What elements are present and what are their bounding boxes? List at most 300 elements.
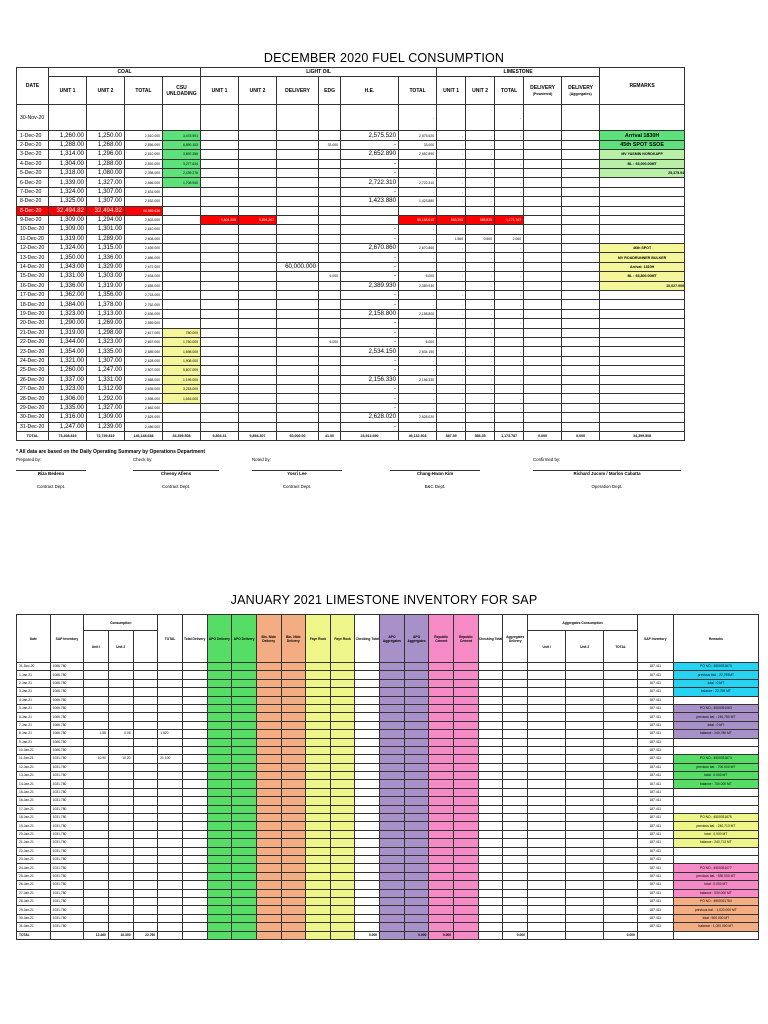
csu-unloading <box>163 197 201 206</box>
t2-header-aggregates-consumption: Aggregates Consumption <box>528 615 638 631</box>
cell <box>232 696 257 704</box>
header-ls-total: TOTAL <box>495 77 524 105</box>
cell <box>566 730 604 738</box>
cell <box>355 814 380 822</box>
unit1 <box>84 721 109 729</box>
cell <box>355 704 380 712</box>
cell <box>380 931 405 939</box>
cell <box>528 923 566 931</box>
lo-total: 55,168.610 <box>399 215 437 224</box>
table-row <box>17 864 759 872</box>
cell <box>355 847 380 855</box>
cell <box>454 763 479 771</box>
cell <box>404 881 429 889</box>
cell <box>566 788 604 796</box>
cell <box>478 931 503 939</box>
cell <box>133 839 158 847</box>
total-tot: 146,148.638 <box>125 431 163 440</box>
cell <box>330 855 355 863</box>
cell <box>604 704 638 712</box>
cell <box>604 805 638 813</box>
row-total <box>158 780 183 788</box>
cell <box>207 822 232 830</box>
cell <box>182 872 207 880</box>
lo-delivery <box>277 337 319 346</box>
delivery-aggregates <box>562 159 600 168</box>
row-date: 31-Jan-21 <box>17 923 51 931</box>
cell <box>604 847 638 855</box>
lo-total <box>399 206 437 215</box>
sap-inventory: 1031.780 <box>50 872 84 880</box>
cell <box>182 906 207 914</box>
lo-delivery <box>277 413 319 422</box>
row-date: 13-Jan-21 <box>17 772 51 780</box>
cell <box>330 864 355 872</box>
lo-unit1 <box>201 356 239 365</box>
coal-unit2: 1,378.00 <box>87 300 125 309</box>
lo-delivery <box>277 384 319 393</box>
edg <box>319 131 341 140</box>
unit2 <box>108 738 133 746</box>
cell <box>133 788 158 796</box>
lo-unit2 <box>239 253 277 262</box>
cell <box>503 755 528 763</box>
csu-unloading <box>163 105 201 131</box>
cell <box>232 872 257 880</box>
cell <box>232 746 257 754</box>
lo-total: 2,628.020 <box>399 413 437 422</box>
unit2 <box>108 663 133 671</box>
row-date: 8-Dec-20 <box>17 206 49 215</box>
delivery-aggregates <box>562 234 600 243</box>
agg-sap-inventory: 187.411 <box>637 906 673 914</box>
cell <box>528 839 566 847</box>
cell <box>355 839 380 847</box>
cell <box>566 830 604 838</box>
lo-delivery <box>277 168 319 177</box>
remarks <box>600 300 685 309</box>
cell <box>454 855 479 863</box>
unit2 <box>108 763 133 771</box>
coal-unit2: 1,312.00 <box>87 384 125 393</box>
cell <box>281 688 306 696</box>
row-date: 12-Jan-21 <box>17 763 51 771</box>
cell <box>281 679 306 687</box>
coal-total: 2,603.000 <box>125 215 163 224</box>
coal-total: 2,625.000 <box>125 413 163 422</box>
delivery-aggregates <box>562 105 600 131</box>
cell <box>232 906 257 914</box>
ls-total: - <box>495 347 524 356</box>
row-total <box>158 872 183 880</box>
csu-unloading: 6,890.153 <box>163 140 201 149</box>
coal-total: 2,686.000 <box>125 253 163 262</box>
t2-header-blank <box>133 631 158 663</box>
ls-unit2 <box>466 105 495 131</box>
table-row <box>17 253 685 262</box>
cell <box>429 897 454 905</box>
header-ls-delivery: DELIVERY (Powdered) <box>524 77 562 105</box>
cell <box>604 763 638 771</box>
lo-delivery <box>277 291 319 300</box>
cell <box>182 855 207 863</box>
he: - <box>341 366 399 375</box>
table-row <box>17 413 685 422</box>
header-lo-total: TOTAL <box>399 77 437 105</box>
lo-unit1 <box>201 281 239 290</box>
cell <box>256 755 281 763</box>
cell <box>503 872 528 880</box>
agg-sap-inventory: 187.411 <box>637 889 673 897</box>
remarks <box>600 375 685 384</box>
cell <box>133 814 158 822</box>
coal-total: 2,610.000 <box>125 150 163 159</box>
cell <box>281 923 306 931</box>
remarks: balance : 22,759 MT <box>673 688 758 696</box>
lo-unit1 <box>201 225 239 234</box>
signatory-dept: Contract Dept. <box>36 484 66 489</box>
lo-delivery <box>277 150 319 159</box>
cell <box>528 721 566 729</box>
edg <box>319 356 341 365</box>
cell <box>182 755 207 763</box>
ls-unit1 <box>437 206 466 215</box>
he: - <box>341 319 399 328</box>
csu-unloading <box>163 422 201 431</box>
ls-delivery <box>524 244 562 253</box>
lo-delivery <box>277 366 319 375</box>
cell <box>404 738 429 746</box>
cell <box>454 914 479 922</box>
cell <box>404 772 429 780</box>
header-limestone: LIMESTONE <box>437 68 600 77</box>
he: 2,628.020 <box>341 413 399 422</box>
remarks <box>600 178 685 187</box>
header-delivery-aggregates: DELIVERY (Aggregates) <box>562 77 600 105</box>
lo-total: - <box>399 291 437 300</box>
ls-unit1: - <box>437 225 466 234</box>
table-row <box>17 375 685 384</box>
remarks <box>673 855 758 863</box>
t2-header-aggregates-delivery: Aggregates Delivery <box>503 615 528 663</box>
table-row <box>17 159 685 168</box>
cell <box>478 721 503 729</box>
row-date: 8-Dec-20 <box>17 197 49 206</box>
ls-unit2: - <box>466 403 495 412</box>
table-row <box>17 755 759 763</box>
coal-total: 2,634.000 <box>125 272 163 281</box>
cell <box>355 864 380 872</box>
agg-sap-inventory: 187.411 <box>637 671 673 679</box>
coal-total: 2,636.000 <box>125 309 163 318</box>
edg <box>319 178 341 187</box>
cell <box>604 663 638 671</box>
remarks: total : 0.000 MT <box>673 881 758 889</box>
cell <box>256 704 281 712</box>
lo-delivery <box>277 253 319 262</box>
cell <box>330 830 355 838</box>
cell <box>454 788 479 796</box>
coal-unit1: 1,362.00 <box>49 291 87 300</box>
cell <box>330 788 355 796</box>
cell <box>232 763 257 771</box>
total-lt: 1,173.787 <box>495 431 524 440</box>
lo-unit1 <box>201 272 239 281</box>
signatory-dept: Contract Dept. <box>282 484 312 489</box>
delivery-aggregates <box>562 422 600 431</box>
table-row <box>17 906 759 914</box>
cell <box>355 713 380 721</box>
t2-header-agg-unit2: Unit 2 <box>566 631 604 663</box>
cell <box>478 814 503 822</box>
remarks <box>600 105 685 131</box>
cell <box>429 730 454 738</box>
cell <box>330 847 355 855</box>
cell <box>404 704 429 712</box>
cell <box>182 847 207 855</box>
cell <box>232 797 257 805</box>
header-coal-total: TOTAL <box>125 77 163 105</box>
cell <box>281 788 306 796</box>
ls-unit2: - <box>466 347 495 356</box>
table-row <box>17 178 685 187</box>
coal-unit1: 1,324.00 <box>49 187 87 196</box>
ls-total: - <box>495 187 524 196</box>
cell <box>380 738 405 746</box>
cell <box>429 704 454 712</box>
agg-sap-inventory: 187.411 <box>637 897 673 905</box>
cell <box>133 730 158 738</box>
row-date: 24-Dec-20 <box>17 356 49 365</box>
row-date: 4-Dec-20 <box>17 159 49 168</box>
ls-delivery <box>524 384 562 393</box>
coal-unit1: 1,288.00 <box>49 140 87 149</box>
cell <box>256 713 281 721</box>
table-row <box>17 855 759 863</box>
row-date: 17-Jan-21 <box>17 805 51 813</box>
cell <box>133 663 158 671</box>
lo-total: 33.000 <box>399 140 437 149</box>
coal-unit1: 1,350.00 <box>49 253 87 262</box>
cell <box>528 830 566 838</box>
cell <box>566 780 604 788</box>
delivery-aggregates <box>562 403 600 412</box>
remarks <box>600 309 685 318</box>
delivery-aggregates <box>562 244 600 253</box>
cell <box>380 872 405 880</box>
he: - <box>341 187 399 196</box>
lo-unit2 <box>239 168 277 177</box>
cell <box>604 721 638 729</box>
edg <box>319 403 341 412</box>
remarks: PO NO.: 4500031675 <box>673 814 758 822</box>
ls-unit2: - <box>466 337 495 346</box>
row-date: 4-Jan-21 <box>17 696 51 704</box>
cell <box>454 889 479 897</box>
csu-unloading: 1,908.000 <box>163 356 201 365</box>
row-total <box>158 671 183 679</box>
cell <box>528 931 566 939</box>
delivery-aggregates <box>562 262 600 271</box>
sap-inventory: 1066.780 <box>50 688 84 696</box>
coal-total: 2,559.000 <box>125 319 163 328</box>
t2-header-bin-nido-1: Bin. Nido Delivery <box>256 615 281 663</box>
cell <box>503 897 528 905</box>
cell <box>566 839 604 847</box>
cell <box>232 805 257 813</box>
lo-delivery <box>277 272 319 281</box>
cell <box>281 881 306 889</box>
ls-unit1: - <box>437 197 466 206</box>
cell <box>478 881 503 889</box>
cell <box>306 763 331 771</box>
cell <box>256 814 281 822</box>
lo-unit1 <box>201 187 239 196</box>
t2-header-unit2: Unit 2 <box>108 631 133 663</box>
cell <box>454 847 479 855</box>
cell <box>330 931 355 939</box>
cell <box>281 780 306 788</box>
cell <box>566 881 604 889</box>
sap-inventory: 1066.780 <box>50 696 84 704</box>
row-total <box>158 906 183 914</box>
row-date: 10-Jan-21 <box>17 746 51 754</box>
edg <box>319 206 341 215</box>
total-republic: 0.000 <box>429 931 454 939</box>
he <box>341 206 399 215</box>
cell <box>232 830 257 838</box>
csu-unloading: 1,708.940 <box>163 178 201 187</box>
cell <box>478 889 503 897</box>
remarks <box>673 797 758 805</box>
cell <box>566 713 604 721</box>
cell <box>207 696 232 704</box>
cell <box>380 881 405 889</box>
cell <box>454 663 479 671</box>
cell <box>133 688 158 696</box>
lo-total: 2,670.860 <box>399 244 437 253</box>
cell <box>478 688 503 696</box>
edg: 33.000 <box>319 140 341 149</box>
cell <box>503 864 528 872</box>
row-total <box>158 847 183 855</box>
ls-total: - <box>495 178 524 187</box>
cell <box>528 788 566 796</box>
cell <box>182 830 207 838</box>
remarks <box>600 291 685 300</box>
ls-unit2: - <box>466 244 495 253</box>
unit2 <box>108 855 133 863</box>
row-total <box>158 663 183 671</box>
cell <box>528 872 566 880</box>
unit1 <box>84 688 109 696</box>
ls-total: - <box>495 272 524 281</box>
unit2 <box>108 805 133 813</box>
cell <box>429 688 454 696</box>
cell <box>207 855 232 863</box>
sap-inventory: 1031.780 <box>50 780 84 788</box>
delivery-aggregates <box>562 187 600 196</box>
cell <box>256 780 281 788</box>
cell <box>604 864 638 872</box>
cell <box>404 730 429 738</box>
ls-delivery <box>524 197 562 206</box>
cell <box>306 780 331 788</box>
cell <box>454 931 479 939</box>
row-date: 3-Dec-20 <box>17 150 49 159</box>
ls-unit1: - <box>437 337 466 346</box>
cell <box>133 679 158 687</box>
he: - <box>341 272 399 281</box>
cell <box>256 855 281 863</box>
coal-unit2: 1,356.00 <box>87 291 125 300</box>
cell <box>454 923 479 931</box>
coal-unit1: 1,260.00 <box>49 366 87 375</box>
cell <box>232 721 257 729</box>
row-date: 13-Dec-20 <box>17 253 49 262</box>
row-date: 30-Dec-20 <box>17 413 49 422</box>
cell <box>404 755 429 763</box>
agg-sap-inventory: 187.411 <box>637 763 673 771</box>
cell <box>133 713 158 721</box>
cell <box>503 721 528 729</box>
row-date: 31-Dec-20 <box>17 422 49 431</box>
edg <box>319 319 341 328</box>
cell <box>454 704 479 712</box>
coal-unit1: 32,494.82 <box>49 206 87 215</box>
coal-unit1: 1,306.00 <box>49 394 87 403</box>
cell <box>355 889 380 897</box>
cell <box>133 704 158 712</box>
unit2 <box>108 906 133 914</box>
lo-unit2 <box>239 206 277 215</box>
lo-delivery <box>277 356 319 365</box>
cell <box>330 738 355 746</box>
t2-header-unit1: Unit I <box>84 631 109 663</box>
total-label: TOTAL <box>17 431 49 440</box>
edg <box>319 413 341 422</box>
cell <box>207 688 232 696</box>
coal-total: 2,667.000 <box>125 337 163 346</box>
row-date: 11-Jan-21 <box>17 755 51 763</box>
row-date: 16-Jan-21 <box>17 797 51 805</box>
cell <box>566 897 604 905</box>
cell <box>306 906 331 914</box>
unit1 <box>84 897 109 905</box>
cell <box>306 730 331 738</box>
cell <box>404 805 429 813</box>
table-row <box>17 300 685 309</box>
cell <box>478 730 503 738</box>
cell <box>566 847 604 855</box>
cell <box>528 864 566 872</box>
cell <box>306 713 331 721</box>
lo-unit2 <box>239 375 277 384</box>
sap-inventory: 1031.780 <box>50 847 84 855</box>
cell <box>256 923 281 931</box>
cell <box>380 923 405 931</box>
lo-unit2 <box>239 319 277 328</box>
cell <box>207 713 232 721</box>
cell <box>566 663 604 671</box>
cell <box>133 864 158 872</box>
row-total: 1.620 <box>158 730 183 738</box>
cell <box>281 663 306 671</box>
cell <box>330 805 355 813</box>
row-date: 21-Dec-20 <box>17 328 49 337</box>
unit1 <box>84 663 109 671</box>
sap-inventory: 1066.780 <box>50 746 84 754</box>
